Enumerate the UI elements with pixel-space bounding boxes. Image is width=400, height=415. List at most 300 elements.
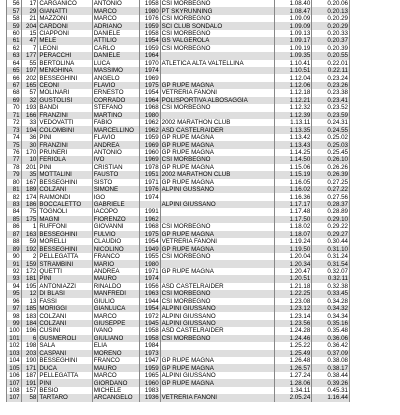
cell-gap: 0.23.59: [312, 112, 350, 119]
cell-bib: 191: [21, 379, 38, 386]
cell-year: 1954: [139, 89, 160, 96]
cell-gap: 0.36.42: [312, 342, 350, 349]
cell-last-name: CIAPPONI: [38, 30, 92, 37]
cell-first-name: STEFANO: [92, 104, 139, 111]
cell-pos: 69: [7, 97, 22, 104]
cell-first-name: FABIO: [92, 119, 139, 126]
cell-last-name: BESSEGHINI: [38, 357, 92, 364]
table-row: [7, 201, 350, 208]
cell-team: CSI MORBEGNO: [160, 156, 274, 163]
cell-bib: 7: [21, 45, 38, 52]
cell-gap: 0.32.07: [312, 268, 350, 275]
cell-team: [160, 112, 274, 119]
table-row: [7, 134, 350, 141]
cell-bib: 58: [21, 394, 38, 401]
cell-pos: 100: [7, 327, 22, 334]
cell-first-name: NICOLINO: [92, 245, 139, 252]
cell-year: 1954: [139, 305, 160, 312]
cell-last-name: COLZANI: [38, 186, 92, 193]
cell-bib: 35: [21, 171, 38, 178]
cell-first-name: MAURO: [92, 275, 139, 282]
cell-pos: 98: [7, 312, 22, 319]
cell-year: 1974: [139, 275, 160, 282]
cell-time: 1.12.04: [274, 74, 312, 81]
cell-bib: 190: [21, 357, 38, 364]
cell-pos: 80: [7, 179, 22, 186]
cell-first-name: ANGELO: [92, 74, 139, 81]
table-row: [7, 104, 350, 111]
cell-team: CSI MORBEGNO: [160, 45, 274, 52]
table-row: [7, 357, 350, 364]
cell-first-name: GIANLUCA: [92, 305, 139, 312]
cell-first-name: GIUSEPPE: [92, 320, 139, 327]
cell-pos: 91: [7, 260, 22, 267]
cell-team: GP RUPE MAGNA: [160, 268, 274, 275]
cell-first-name: MARCO: [92, 7, 139, 14]
cell-last-name: MORELLI: [38, 238, 92, 245]
table-row: [7, 372, 350, 379]
cell-time: 1.25.22: [274, 342, 312, 349]
cell-time: 1.12.21: [274, 97, 312, 104]
cell-team: [160, 74, 274, 81]
cell-last-name: QUETTI: [38, 268, 92, 275]
table-row: [7, 52, 350, 59]
cell-pos: 83: [7, 201, 22, 208]
cell-year: 1955: [139, 253, 160, 260]
cell-year: 1962: [139, 119, 160, 126]
cell-year: 1944: [139, 298, 160, 305]
cell-team: 2002 MARATHON CLUB: [160, 119, 274, 126]
cell-team: [160, 260, 274, 267]
cell-pos: 103: [7, 350, 22, 357]
cell-first-name: IGO: [92, 193, 139, 200]
cell-last-name: BESSEGHINI: [38, 74, 92, 81]
cell-pos: 76: [7, 149, 22, 156]
cell-pos: 96: [7, 298, 22, 305]
cell-pos: 97: [7, 305, 22, 312]
cell-team: [160, 387, 274, 394]
cell-gap: 0.22.01: [312, 60, 350, 67]
table-row: [7, 67, 350, 74]
cell-time: 1.13.11: [274, 119, 312, 126]
cell-time: 1.16.05: [274, 179, 312, 186]
table-row: [7, 231, 350, 238]
table-row: [7, 364, 350, 371]
table-row: [7, 260, 350, 267]
cell-first-name: GIORDANO: [92, 379, 139, 386]
cell-gap: 0.28.37: [312, 201, 350, 208]
cell-year: 1947: [139, 357, 160, 364]
cell-gap: 0.20.33: [312, 30, 350, 37]
cell-team: GP RUPE MAGNA: [160, 134, 274, 141]
cell-team: GS VALGEROLA: [160, 37, 274, 44]
cell-gap: 0.35.48: [312, 327, 350, 334]
cell-gap: 0.23.38: [312, 89, 350, 96]
cell-first-name: SISTO: [92, 179, 139, 186]
cell-last-name: COLZANI: [38, 312, 92, 319]
cell-last-name: BESSEGHINI: [38, 245, 92, 252]
cell-gap: 0.39.26: [312, 379, 350, 386]
cell-year: 1974: [139, 193, 160, 200]
cell-first-name: MORENO: [92, 350, 139, 357]
cell-gap: 0.30.44: [312, 238, 350, 245]
cell-team: VETRERIA FANONI: [160, 238, 274, 245]
cell-pos: 61: [7, 37, 22, 44]
cell-last-name: BESIO: [38, 387, 92, 394]
cell-bib: 171: [21, 364, 38, 371]
cell-last-name: PINI: [38, 164, 92, 171]
cell-last-name: GIANATTI: [38, 7, 92, 14]
cell-pos: 105: [7, 364, 22, 371]
cell-last-name: PELLEGATTA: [38, 253, 92, 260]
cell-first-name: CORRADO: [92, 97, 139, 104]
cell-year: 1974: [139, 67, 160, 74]
cell-team: GP RUPE MAGNA: [160, 364, 274, 371]
cell-team: [160, 342, 274, 349]
table-row: [7, 312, 350, 319]
cell-pos: 72: [7, 119, 22, 126]
cell-first-name: MAURO: [92, 364, 139, 371]
cell-team: GP RUPE MAGNA: [160, 231, 274, 238]
cell-bib: 172: [21, 268, 38, 275]
cell-last-name: RUFFONI: [38, 223, 92, 230]
cell-first-name: ARCANGELO: [92, 394, 139, 401]
cell-time: 1.15.06: [274, 164, 312, 171]
cell-gap: 0.20.29: [312, 15, 350, 22]
table-row: [7, 379, 350, 386]
cell-first-name: IVO: [92, 156, 139, 163]
cell-time: 1.12.18: [274, 89, 312, 96]
cell-gap: 0.36.06: [312, 335, 350, 342]
cell-bib: 30: [21, 141, 38, 148]
cell-time: 1.09.35: [274, 52, 312, 59]
cell-gap: 0.38.08: [312, 357, 350, 364]
cell-first-name: CARLO: [92, 45, 139, 52]
cell-year: 1958: [139, 327, 160, 334]
cell-time: 1.08.40: [274, 0, 312, 7]
cell-year: 1978: [139, 164, 160, 171]
cell-time: 1.09.09: [274, 15, 312, 22]
cell-year: 1936: [139, 394, 160, 401]
cell-bib: 203: [21, 350, 38, 357]
table-row: [7, 268, 350, 275]
cell-time: 1.15.19: [274, 171, 312, 178]
table-row: [7, 238, 350, 245]
cell-first-name: CRISTIAN: [92, 164, 139, 171]
cell-gap: 0.23.24: [312, 74, 350, 81]
table-row: [7, 15, 350, 22]
cell-first-name: ATTILIO: [92, 37, 139, 44]
cell-team: ALPINI GIUSSANO: [160, 305, 274, 312]
cell-last-name: PELLEGATTA: [38, 372, 92, 379]
cell-gap: 0.29.27: [312, 231, 350, 238]
cell-last-name: CUSINI: [38, 327, 92, 334]
cell-bib: 6: [21, 335, 38, 342]
cell-time: 1.18.02: [274, 223, 312, 230]
cell-time: 1.20.47: [274, 268, 312, 275]
cell-year: 1964: [139, 97, 160, 104]
cell-team: 2002 MARATHON CLUB: [160, 171, 274, 178]
cell-year: 1976: [139, 15, 160, 22]
cell-last-name: COLZANI: [38, 320, 92, 327]
cell-last-name: SALA: [38, 342, 92, 349]
cell-gap: 0.29.10: [312, 216, 350, 223]
cell-time: 1.26.57: [274, 364, 312, 371]
cell-year: 1962: [139, 216, 160, 223]
table-row: [7, 223, 350, 230]
cell-time: 1.10.51: [274, 67, 312, 74]
cell-gap: 0.20.55: [312, 52, 350, 59]
cell-pos: 85: [7, 216, 22, 223]
cell-last-name: CARDONI: [38, 22, 92, 29]
cell-bib: 177: [21, 52, 38, 59]
cell-bib: 198: [21, 342, 38, 349]
table-row: [7, 179, 350, 186]
cell-time: 1.13.35: [274, 126, 312, 133]
cell-gap: 0.23.52: [312, 104, 350, 111]
cell-year: 1959: [139, 134, 160, 141]
cell-year: 1970: [139, 60, 160, 67]
cell-year: 1956: [139, 283, 160, 290]
cell-year: 1975: [139, 82, 160, 89]
table-row: [7, 275, 350, 282]
cell-first-name: IACOPO: [92, 208, 139, 215]
cell-year: 1968: [139, 223, 160, 230]
cell-year: 1984: [139, 342, 160, 349]
cell-first-name: MICHELE: [92, 387, 139, 394]
cell-first-name: ADRIANO: [92, 22, 139, 29]
table-row: [7, 208, 350, 215]
cell-pos: 67: [7, 82, 22, 89]
cell-pos: 99: [7, 320, 22, 327]
cell-pos: 71: [7, 112, 22, 119]
cell-year: 1959: [139, 364, 160, 371]
cell-first-name: GABRIELE: [92, 201, 139, 208]
cell-pos: 70: [7, 104, 22, 111]
cell-year: 1965: [139, 372, 160, 379]
cell-bib: 170: [21, 149, 38, 156]
cell-first-name: FLAVIO: [92, 134, 139, 141]
cell-gap: 0.32.38: [312, 283, 350, 290]
cell-pos: 56: [7, 0, 22, 7]
cell-team: GP RUPE MAGNA: [160, 357, 274, 364]
cell-pos: 74: [7, 134, 22, 141]
cell-last-name: CASPANI: [38, 350, 92, 357]
cell-bib: 175: [21, 216, 38, 223]
cell-time: 1.24.46: [274, 335, 312, 342]
cell-time: 1.18.07: [274, 231, 312, 238]
cell-time: 2.05.24: [274, 394, 312, 401]
table-row: [7, 320, 350, 327]
cell-gap: 0.23.41: [312, 97, 350, 104]
cell-bib: 33: [21, 119, 38, 126]
cell-team: POLISPORTIVA ALBOSAGGIA: [160, 97, 274, 104]
cell-team: [160, 67, 274, 74]
cell-team: VETRERIA FANONI: [160, 394, 274, 401]
table-row: [7, 82, 350, 89]
cell-time: 1.08.47: [274, 7, 312, 14]
cell-time: 1.09.19: [274, 45, 312, 52]
cell-bib: 167: [21, 179, 38, 186]
cell-bib: 192: [21, 245, 38, 252]
cell-pos: 86: [7, 223, 22, 230]
cell-year: 1971: [139, 179, 160, 186]
cell-year: 1959: [139, 22, 160, 29]
cell-gap: 0.34.28: [312, 298, 350, 305]
cell-pos: 62: [7, 45, 22, 52]
cell-year: 1972: [139, 312, 160, 319]
cell-bib: 194: [21, 126, 38, 133]
cell-pos: 75: [7, 141, 22, 148]
cell-gap: 0.45.31: [312, 387, 350, 394]
cell-time: 1.24.28: [274, 327, 312, 334]
cell-pos: 92: [7, 268, 22, 275]
cell-bib: 185: [21, 305, 38, 312]
cell-time: 1.19.24: [274, 238, 312, 245]
cell-pos: 90: [7, 253, 22, 260]
cell-year: 1969: [139, 141, 160, 148]
cell-gap: 0.27.25: [312, 179, 350, 186]
cell-year: 1958: [139, 30, 160, 37]
table-row: [7, 335, 350, 342]
cell-bib: 47: [21, 37, 38, 44]
cell-pos: 82: [7, 193, 22, 200]
cell-year: 1969: [139, 156, 160, 163]
cell-last-name: BESSEGHINI: [38, 179, 92, 186]
cell-first-name: MARTINO: [92, 112, 139, 119]
cell-last-name: ANTONIAZZI: [38, 283, 92, 290]
cell-time: 1.22.25: [274, 290, 312, 297]
cell-first-name: MARCO: [92, 372, 139, 379]
cell-pos: 95: [7, 290, 22, 297]
cell-team: PT SKYRUNNING: [160, 7, 274, 14]
cell-first-name: FRANCO: [92, 357, 139, 364]
cell-bib: 165: [21, 82, 38, 89]
cell-bib: 183: [21, 312, 38, 319]
cell-year: 1960: [139, 149, 160, 156]
table-row: [7, 97, 350, 104]
cell-team: VETRERIA FANONI: [160, 89, 274, 96]
cell-team: ALPINI GIUSSANO: [160, 201, 274, 208]
cell-year: 1980: [139, 260, 160, 267]
cell-bib: 15: [21, 30, 38, 37]
table-row: [7, 342, 350, 349]
cell-bib: 32: [21, 97, 38, 104]
table-row: [7, 350, 350, 357]
cell-gap: 0.25.03: [312, 141, 350, 148]
cell-pos: 89: [7, 245, 22, 252]
cell-gap: 0.32.11: [312, 275, 350, 282]
table-row: [7, 171, 350, 178]
table-row: [7, 45, 350, 52]
cell-pos: 78: [7, 164, 22, 171]
cell-bib: 163: [21, 231, 38, 238]
cell-year: 1980: [139, 112, 160, 119]
cell-time: 1.13.42: [274, 134, 312, 141]
table-row: [7, 394, 350, 401]
cell-last-name: MENGHINA: [38, 67, 92, 74]
cell-first-name: MARCO: [92, 312, 139, 319]
cell-time: 1.12.39: [274, 112, 312, 119]
table-row: [7, 0, 350, 7]
cell-team: [160, 208, 274, 215]
cell-pos: 102: [7, 342, 22, 349]
cell-gap: 0.27.22: [312, 186, 350, 193]
cell-team: ASD CASTELRAIDER: [160, 126, 274, 133]
cell-bib: 202: [21, 74, 38, 81]
cell-bib: 75: [21, 208, 38, 215]
cell-time: 1.14.25: [274, 149, 312, 156]
cell-time: 1.09.13: [274, 30, 312, 37]
cell-time: 1.20.34: [274, 260, 312, 267]
cell-year: 1962: [139, 126, 160, 133]
cell-year: 1973: [139, 350, 160, 357]
cell-pos: 60: [7, 30, 22, 37]
table-row: [7, 112, 350, 119]
cell-time: 1.20.51: [274, 275, 312, 282]
cell-pos: 106: [7, 372, 22, 379]
table-row: [7, 22, 350, 29]
cell-time: 1.17.50: [274, 216, 312, 223]
cell-pos: 66: [7, 74, 22, 81]
cell-last-name: PINI: [38, 275, 92, 282]
table-row: [7, 193, 350, 200]
table-row: [7, 283, 350, 290]
cell-bib: 157: [21, 387, 38, 394]
cell-team: [160, 216, 274, 223]
cell-bib: 189: [21, 186, 38, 193]
cell-bib: 17: [21, 0, 38, 7]
cell-last-name: PINI: [38, 134, 92, 141]
table-row: [7, 74, 350, 81]
cell-time: 1.34.11: [274, 387, 312, 394]
cell-first-name: FLAVIO: [92, 82, 139, 89]
cell-first-name: DANIELE: [92, 52, 139, 59]
cell-team: SCI CLUB SONDALO: [160, 22, 274, 29]
cell-first-name: GIULIO: [92, 298, 139, 305]
table-row: [7, 290, 350, 297]
cell-first-name: DANIELE: [92, 30, 139, 37]
cell-year: 1958: [139, 335, 160, 342]
cell-time: 1.26.48: [274, 357, 312, 364]
cell-year: 1971: [139, 268, 160, 275]
cell-gap: 0.35.16: [312, 320, 350, 327]
cell-time: 1.20.04: [274, 253, 312, 260]
cell-gap: 0.25.45: [312, 149, 350, 156]
cell-pos: 81: [7, 186, 22, 193]
cell-pos: 77: [7, 156, 22, 163]
cell-last-name: GUSTOLISI: [38, 97, 92, 104]
cell-first-name: ANDREA: [92, 268, 139, 275]
cell-year: 1991: [139, 208, 160, 215]
cell-gap: 0.20.06: [312, 0, 350, 7]
cell-gap: 0.38.44: [312, 372, 350, 379]
cell-team: ALPINI GIUSSANO: [160, 312, 274, 319]
cell-year: 1963: [139, 290, 160, 297]
cell-first-name: ANDREA: [92, 141, 139, 148]
cell-bib: 29: [21, 7, 38, 14]
cell-bib: 201: [21, 164, 38, 171]
table-row: [7, 298, 350, 305]
cell-year: 1949: [139, 245, 160, 252]
cell-last-name: CEONI: [38, 82, 92, 89]
cell-first-name: MANFREDI: [92, 290, 139, 297]
cell-bib: 21: [21, 15, 38, 22]
cell-time: 1.23.56: [274, 320, 312, 327]
cell-bib: 57: [21, 89, 38, 96]
cell-gap: 0.28.89: [312, 208, 350, 215]
cell-last-name: FASSI: [38, 298, 92, 305]
